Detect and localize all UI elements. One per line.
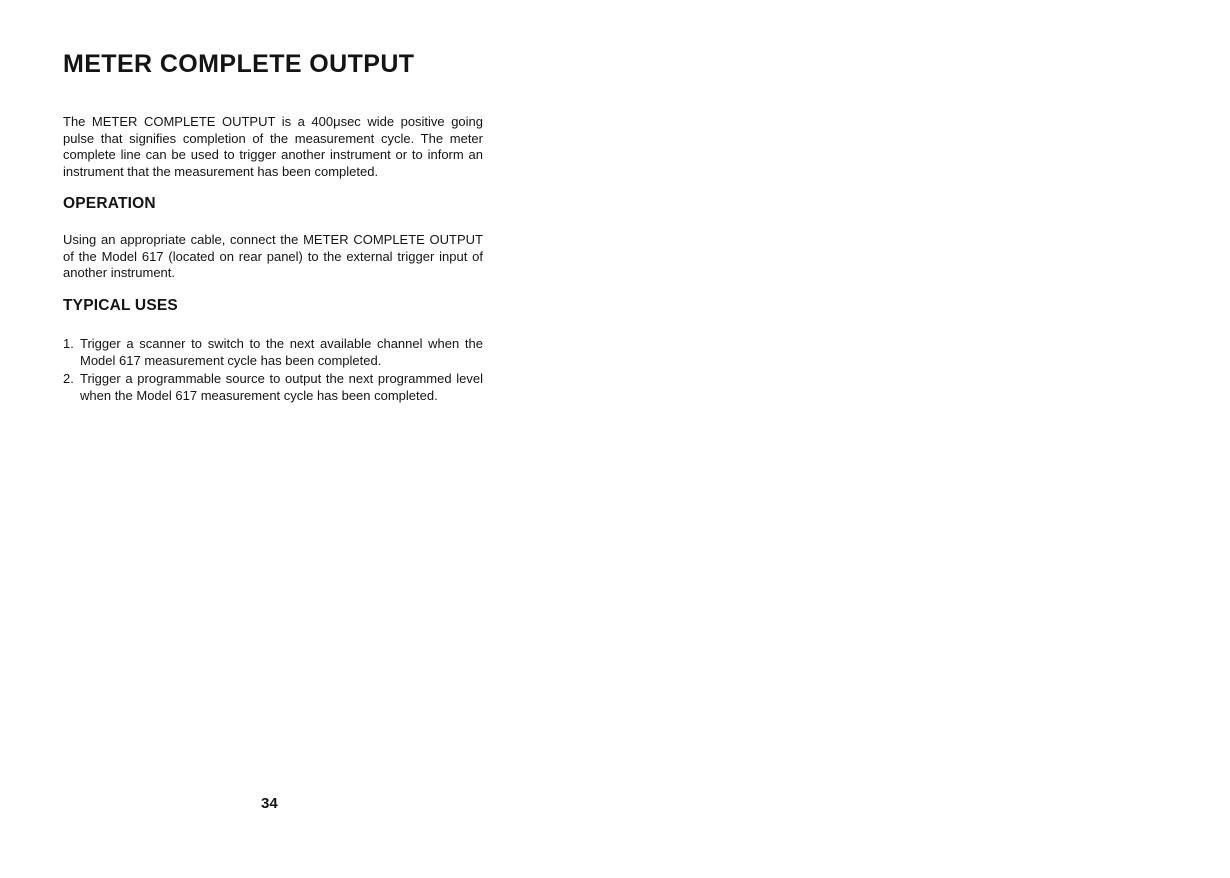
operation-heading: OPERATION xyxy=(63,195,156,212)
typical-uses-list xyxy=(63,336,483,406)
list-item-number: 2. xyxy=(63,371,74,387)
list-item xyxy=(63,371,483,404)
list-item-text: Trigger a scanner to switch to the next available channel when the Model 617 measurement cycle has been completed. xyxy=(80,336,483,368)
intro-paragraph: The METER COMPLETE OUTPUT is a 400μsec wide positive going pulse that signifies completion of the measurement cycle. The meter complete line can be used to trigger another instrument or to inform an instrument that the measurement has been completed. xyxy=(63,114,483,179)
list-item-text: Trigger a programmable source to output the next programmed level when the Model 617 measurement cycle has been completed. xyxy=(80,371,483,403)
operation-paragraph: Using an appropriate cable, connect the METER COMPLETE OUTPUT of the Model 617 (located on rear panel) to the external trigger input of another instrument. xyxy=(63,232,483,281)
page-title: METER COMPLETE OUTPUT xyxy=(63,50,415,78)
typical-uses-heading: TYPICAL USES xyxy=(63,297,178,314)
list-item-number: 1. xyxy=(63,336,74,351)
list-item xyxy=(63,336,483,369)
page-number: 34 xyxy=(261,795,278,812)
